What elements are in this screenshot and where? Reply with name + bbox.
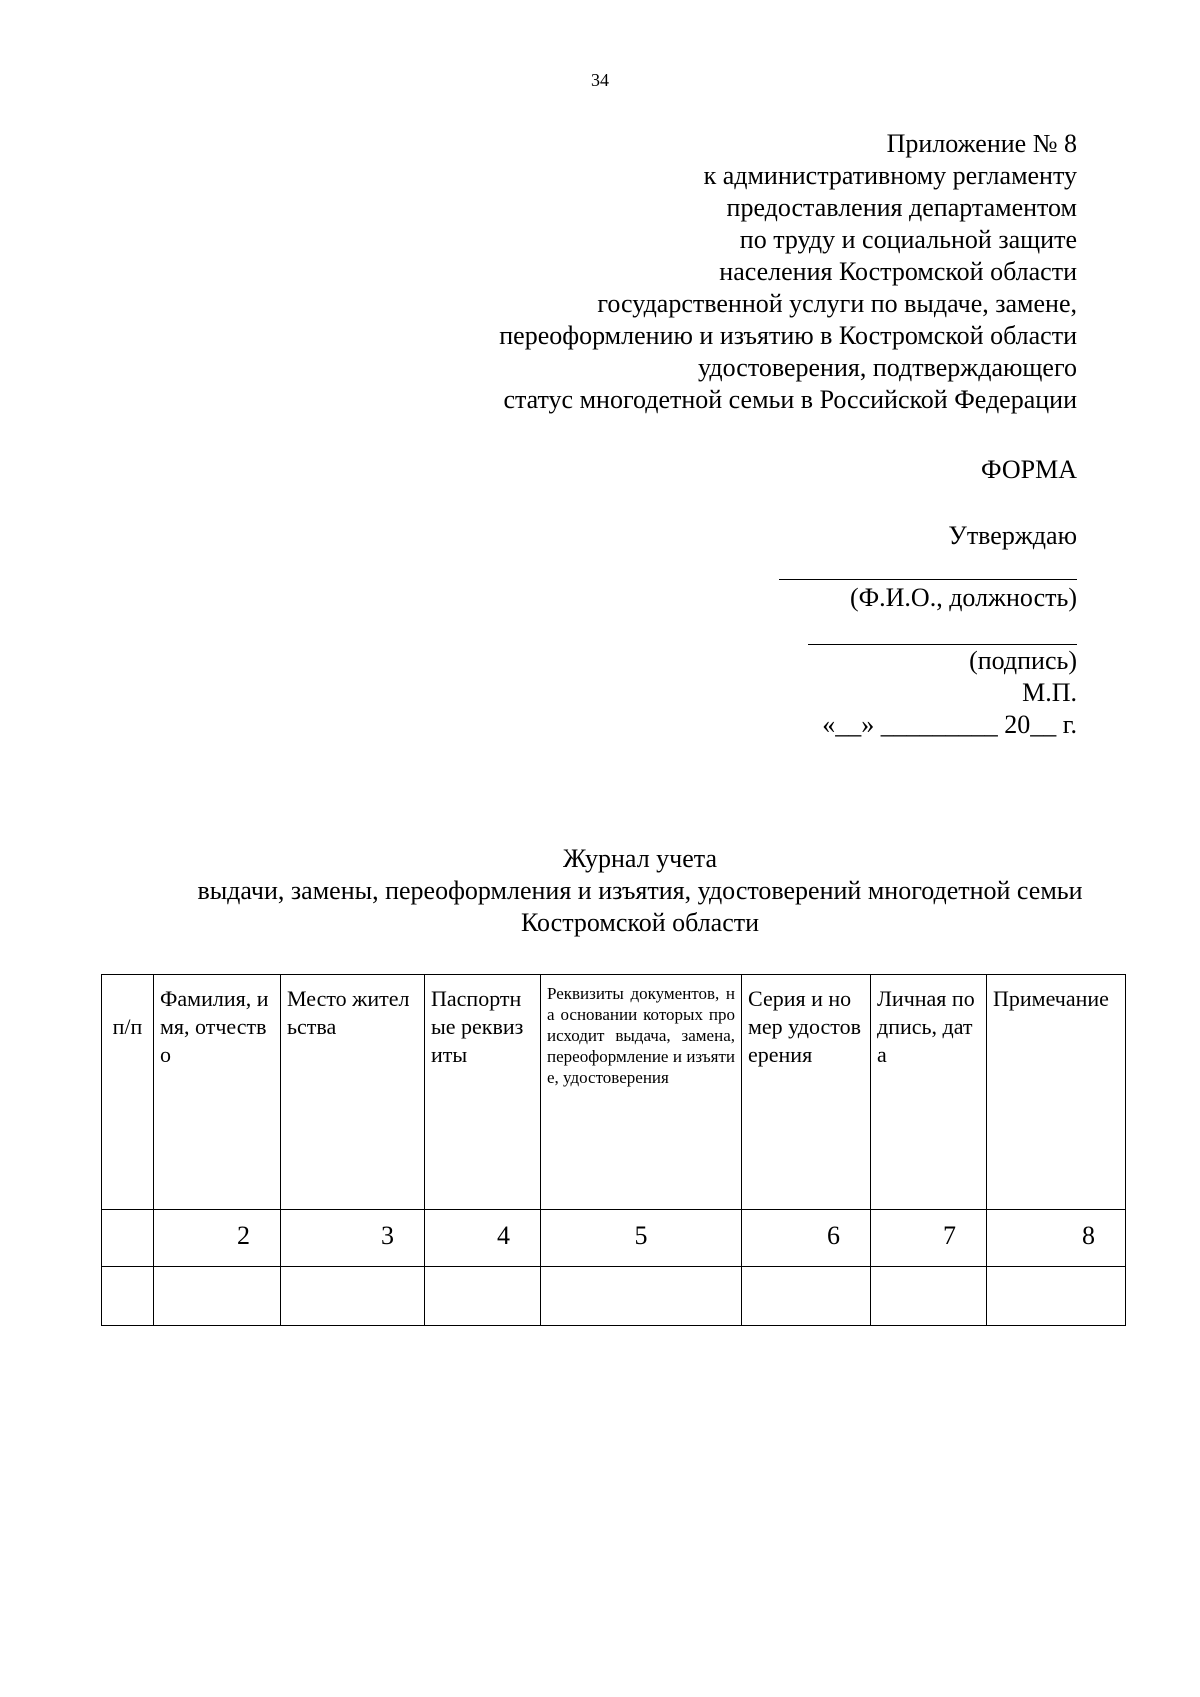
approval-title: Утверждаю: [948, 521, 1077, 550]
table-row: [102, 1267, 1126, 1326]
header-cell-documents: Реквизиты документов, на основании которых происходит выдача, замена, переоформление и изъятие, удостоверения: [541, 975, 742, 1210]
header-cell-passport: Паспортные реквизиты: [425, 975, 541, 1210]
fio-line: [779, 579, 1077, 580]
appendix-line: государственной услуги по выдаче, замене,: [597, 289, 1077, 318]
table-cell: [154, 1267, 281, 1326]
date-line: «__» _________ 20__ г.: [822, 710, 1077, 739]
table-cell: [281, 1267, 425, 1326]
appendix-line: Приложение № 8: [886, 129, 1077, 158]
form-label: ФОРМА: [981, 455, 1077, 484]
journal-table: [101, 974, 1126, 1326]
table-cell: [742, 1267, 871, 1326]
header-cell-name: Фамилия, имя, отчество: [154, 975, 281, 1210]
table-cell: [871, 1267, 987, 1326]
appendix-header: [499, 128, 1077, 416]
journal-title-line: Костромской области: [520, 908, 760, 937]
table-cell: [425, 1267, 541, 1326]
column-number-cell: 3: [281, 1210, 425, 1267]
appendix-line: предоставления департаментом: [726, 193, 1077, 222]
seal-label: М.П.: [1022, 678, 1077, 707]
page-number: 34: [591, 70, 609, 90]
header-cell-number: п/п: [102, 975, 154, 1210]
header-row: [102, 975, 1126, 1210]
appendix-line: переоформлению и изъятию в Костромской области: [499, 321, 1077, 350]
signature-caption: (подпись): [969, 646, 1077, 675]
appendix-line: удостоверения, подтверждающего: [698, 353, 1077, 382]
column-number-cell: 8: [987, 1210, 1126, 1267]
fio-caption: (Ф.И.О., должность): [849, 583, 1077, 612]
signature-line: [808, 644, 1077, 645]
journal-title: [150, 843, 1130, 939]
journal-title-line: выдачи, замены, переоформления и изъятия, удостоверений многодетной семьи: [197, 876, 1083, 905]
column-number-cell: 5: [541, 1210, 742, 1267]
header-cell-residence: Место жительства: [281, 975, 425, 1210]
header-cell-signature: Личная подпись, дата: [871, 975, 987, 1210]
appendix-line: населения Костромской области: [719, 257, 1077, 286]
appendix-line: статус многодетной семьи в Российской Федерации: [503, 385, 1077, 414]
header-cell-certificate: Серия и номер удостоверения: [742, 975, 871, 1210]
table-cell: [102, 1267, 154, 1326]
appendix-line: по труду и социальной защите: [739, 225, 1077, 254]
column-number-cell: 4: [425, 1210, 541, 1267]
column-number-cell: 7: [871, 1210, 987, 1267]
column-number-cell: 6: [742, 1210, 871, 1267]
table-cell: [541, 1267, 742, 1326]
column-number-cell: 2: [154, 1210, 281, 1267]
table-cell: [987, 1267, 1126, 1326]
journal-title-line: Журнал учета: [562, 844, 718, 873]
column-number-row: [102, 1210, 1126, 1267]
header-cell-note: Примечание: [987, 975, 1126, 1210]
column-number-cell: [102, 1210, 154, 1267]
appendix-line: к административному регламенту: [703, 161, 1077, 190]
